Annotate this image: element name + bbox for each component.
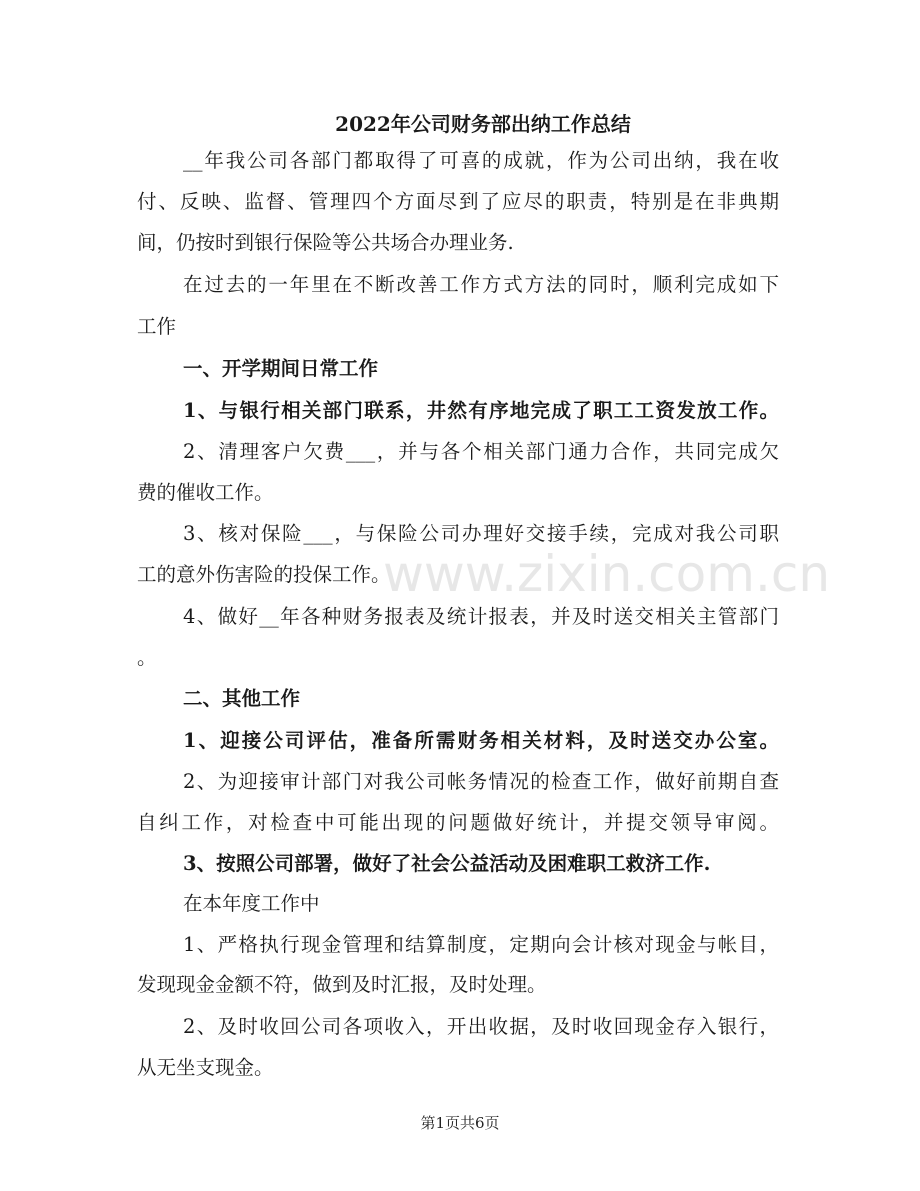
paragraph-line: 2、清理客户欠费___，并与各个相关部门通力合作，共同完成欠 (183, 440, 779, 463)
paragraph-line: 工的意外伤害险的投保工作。 (137, 563, 391, 586)
paragraph-line: 从无坐支现金。 (137, 1056, 274, 1079)
paragraph-line: 3、按照公司部署，做好了社会公益活动及困难职工救济工作. (183, 852, 711, 875)
paragraph-line: 1、严格执行现金管理和结算制度，定期向会计核对现金与帐目， (183, 933, 779, 956)
paragraph-line: 1、与银行相关部门联系，井然有序地完成了职工工资发放工作。 (183, 399, 779, 422)
page-footer: 第1页共6页 (420, 1114, 500, 1132)
paragraph-line: 工作 (137, 315, 177, 338)
document-title: 2022年公司财务部出纳工作总结 (335, 112, 631, 136)
paragraph-line: 2、及时收回公司各项收入，开出收据，及时收回现金存入银行， (183, 1015, 779, 1038)
paragraph-line: 。 (137, 646, 157, 669)
watermark: www.zixin.com.cn (383, 545, 831, 603)
paragraph-line: 在本年度工作中 (183, 892, 320, 915)
paragraph-line: __年我公司各部门都取得了可喜的成就，作为公司出纳，我在收 (183, 149, 779, 172)
section-heading: 二、其他工作 (183, 687, 301, 710)
paragraph-line: 间，仍按时到银行保险等公共场合办理业务. (137, 231, 514, 254)
paragraph-line: 3、核对保险___，与保险公司办理好交接手续，完成对我公司职 (183, 522, 779, 545)
paragraph-line: 发现现金金额不符，做到及时汇报，及时处理。 (137, 973, 547, 996)
paragraph-line: 在过去的一年里在不断改善工作方式方法的同时，顺利完成如下 (183, 273, 779, 296)
section-heading: 一、开学期间日常工作 (183, 357, 379, 380)
paragraph-line: 1、迎接公司评估，准备所需财务相关材料，及时送交办公室。 (183, 729, 779, 752)
paragraph-line: 2、为迎接审计部门对我公司帐务情况的检查工作，做好前期自查 (183, 770, 779, 793)
paragraph-line: 付、反映、监督、管理四个方面尽到了应尽的职责，特别是在非典期 (137, 190, 779, 213)
paragraph-line: 4、做好__年各种财务报表及统计报表，并及时送交相关主管部门 (183, 605, 779, 628)
paragraph-line: 自纠工作，对检查中可能出现的问题做好统计，并提交领导审阅。 (137, 811, 779, 834)
paragraph-line: 费的催收工作。 (137, 481, 274, 504)
